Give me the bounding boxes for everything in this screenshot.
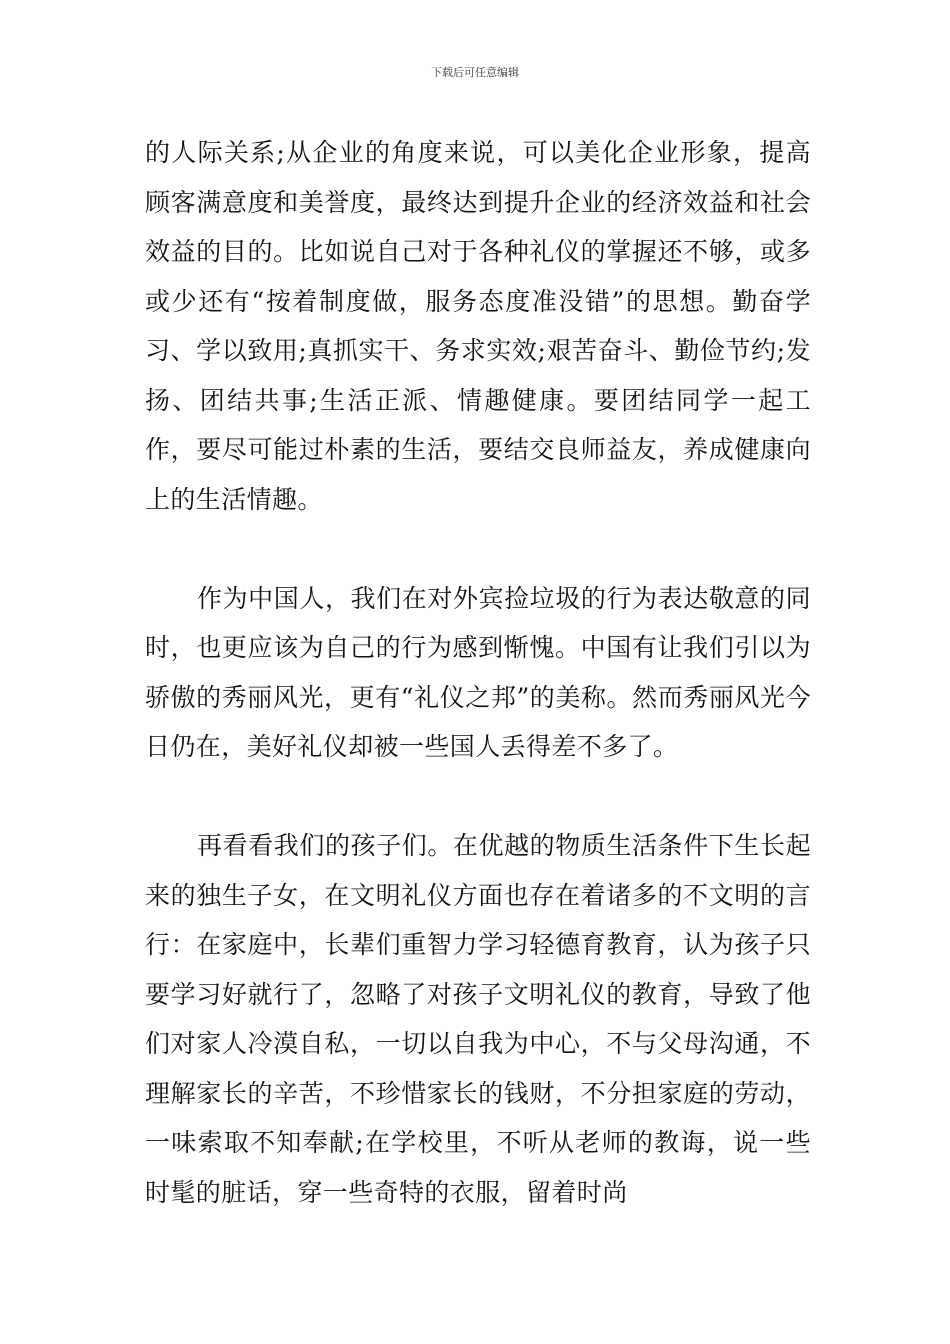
paragraph: 再看看我们的孩子们。在优越的物质生活条件下生长起来的独生子女，在文明礼仪方面也存在着诸多的不文明的言行：在家庭中，长辈们重智力学习轻德育教育，认为孩子只要学习好就行了，忽略了对孩子文明礼仪的教育，导致了他们对家人冷漠自私，一切以自我为中心，不与父母沟通，不理解家长的辛苦，不珍惜家长的钱财，不分担家庭的劳动，一味索取不知奉献;在学校里，不听从老师的教诲，说一些时髦的脏话，穿一些奇特的衣服，留着时尚 (145, 831, 811, 1207)
paragraph-spacer (145, 524, 811, 574)
paragraph: 作为中国人，我们在对外宾捡垃圾的行为表达敬意的同时，也更应该为自己的行为感到惭愧。中国有让我们引以为骄傲的秀丽风光，更有“礼仪之邦”的美称。然而秀丽风光今日仍在，美好礼仪却被一些国人丢得差不多了。 (145, 583, 811, 761)
paragraph-spacer (145, 772, 811, 822)
page-header-note: 下载后可任意编辑 (431, 66, 519, 79)
document-body (145, 128, 811, 1217)
paragraph-continued: 的人际关系;从企业的角度来说，可以美化企业形象，提高顾客满意度和美誉度，最终达到提升企业的经济效益和社会效益的目的。比如说自己对于各种礼仪的掌握还不够，或多或少还有“按着制度做，服务态度准没错”的思想。勤奋学习、学以致用;真抓实干、务求实效;艰苦奋斗、勤俭节约;发扬、团结共事;生活正派、情趣健康。要团结同学一起工作，要尽可能过朴素的生活，要结交良师益友，养成健康向上的生活情趣。 (145, 138, 811, 514)
